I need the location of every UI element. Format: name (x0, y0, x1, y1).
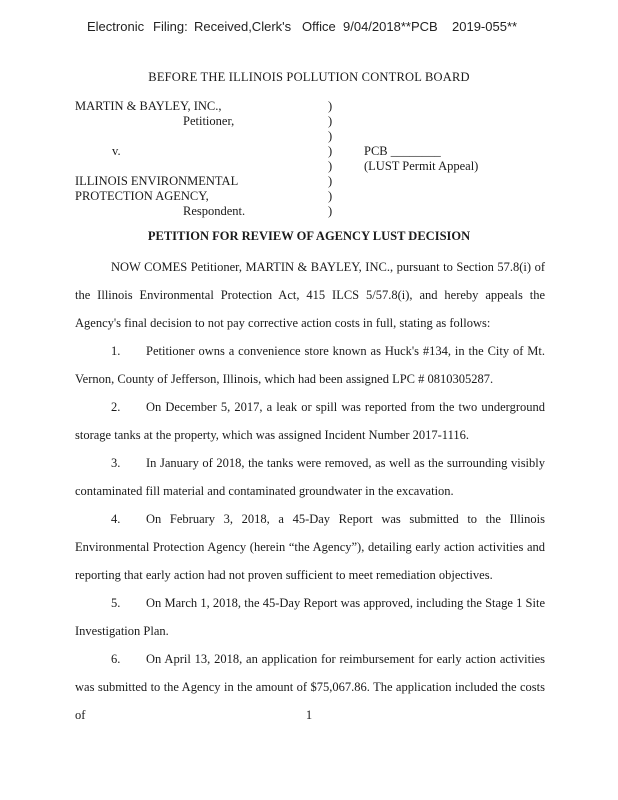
stamp-case-number: 2019-055** (452, 19, 518, 34)
caption-parentheses: ) ) ) ) ) ) ) ) (328, 99, 333, 218)
case-type: (LUST Permit Appeal) (364, 159, 479, 173)
case-number-label: PCB ________ (364, 144, 441, 158)
paragraph-number: 1. (111, 344, 121, 358)
petition-body (75, 253, 545, 729)
numbered-paragraph (75, 393, 545, 449)
paragraph-text: On March 1, 2018, the 45-Day Report was approved, including the Stage 1 Site Investigation Plan. (75, 596, 545, 638)
respondent-name-line1: ILLINOIS ENVIRONMENTAL (75, 174, 239, 188)
stamp-word: Filing: (153, 19, 188, 34)
numbered-paragraph (75, 505, 545, 589)
stamp-word: Received,Clerk's (194, 19, 292, 34)
page-number: 1 (305, 708, 313, 722)
versus-label: v. (112, 144, 121, 158)
numbered-paragraph (75, 449, 545, 505)
case-number-block (364, 144, 564, 174)
paragraph-number: 3. (111, 456, 121, 470)
paragraph-number: 2. (111, 400, 121, 414)
intro-paragraph: NOW COMES Petitioner, MARTIN & BAYLEY, INC., pursuant to Section 57.8(i) of the Illinois Environmental Protection Act, 415 ILCS 5/57.8(i), and hereby appeals the Agency's final decision to not pay corrective action costs in full, stating as follows: (75, 260, 545, 330)
paragraph-text: On April 13, 2018, an application for reimbursement for early action activities was submitted to the Agency in the amount of $75,067.86. The application included the costs of (75, 652, 545, 722)
petitioner-role: Petitioner, (183, 114, 235, 128)
paragraph-number: 4. (111, 512, 121, 526)
paragraph-text: On December 5, 2017, a leak or spill was reported from the two underground storage tanks at the property, which was assigned Incident Number 2017-1116. (75, 400, 545, 442)
paragraph-number: 5. (111, 596, 121, 610)
petition-title: PETITION FOR REVIEW OF AGENCY LUST DECISION (147, 229, 471, 243)
paragraph-text: In January of 2018, the tanks were removed, as well as the surrounding visibly contaminated fill material and contaminated groundwater in the excavation. (75, 456, 545, 498)
paragraph-text: Petitioner owns a convenience store known as Huck's #134, in the City of Mt. Vernon, County of Jefferson, Illinois, which had been assigned LPC # 0810305287. (75, 344, 545, 386)
paragraph-number: 6. (111, 652, 121, 666)
stamp-date: 9/04/2018**PCB (343, 19, 438, 34)
numbered-paragraph (75, 589, 545, 645)
board-heading: BEFORE THE ILLINOIS POLLUTION CONTROL BOARD (148, 70, 470, 84)
paragraph-text: On February 3, 2018, a 45-Day Report was submitted to the Illinois Environmental Protection Agency (herein “the Agency”), detailing early action activities and reporting that early action had not proven sufficient to meet remediation objectives. (75, 512, 545, 582)
stamp-word: Office (302, 19, 336, 34)
respondent-name-line2: PROTECTION AGENCY, (75, 189, 209, 203)
petitioner-name: MARTIN & BAYLEY, INC., (75, 99, 222, 113)
respondent-role: Respondent. (183, 204, 246, 218)
case-caption (75, 99, 315, 219)
stamp-word: Electronic (87, 19, 145, 34)
numbered-paragraph (75, 337, 545, 393)
